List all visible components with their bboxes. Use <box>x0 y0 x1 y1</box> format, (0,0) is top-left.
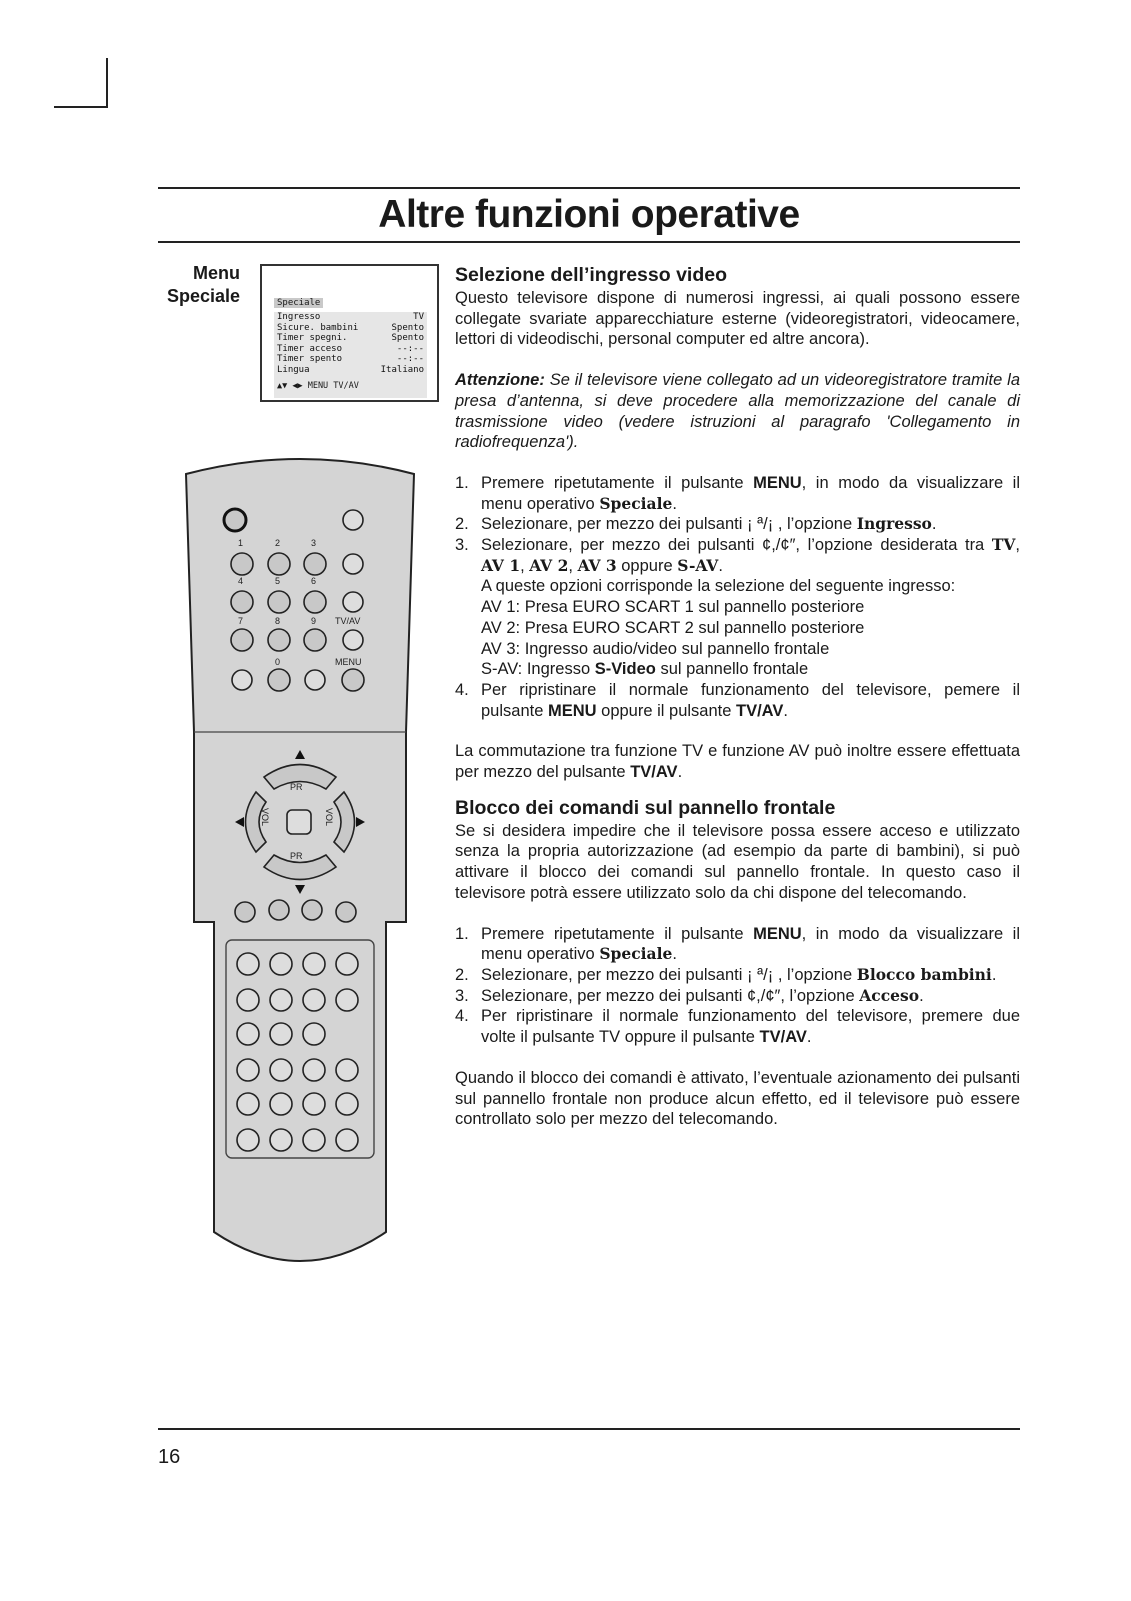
step-text: , in modo da visualizzare il menu operativo <box>481 473 1020 513</box>
step-text-bold: MENU <box>753 473 802 492</box>
button-symbol: ¢,/¢″ <box>762 536 796 555</box>
vol-left-label: VOL <box>260 807 271 827</box>
key-label: 8 <box>275 616 281 626</box>
step-text: Selezionare, per mezzo dei pulsanti <box>481 515 747 534</box>
key-label: 4 <box>238 576 244 586</box>
side-label-line-1: Menu <box>193 263 240 283</box>
step-text: Selezionare, per mezzo dei pulsanti <box>481 536 763 555</box>
key-label: 3 <box>311 538 317 548</box>
section1-outro <box>455 741 1020 782</box>
step-text: , l’opzione <box>780 986 860 1005</box>
step-text: . <box>718 556 723 575</box>
osd-row-value: TV <box>413 312 424 322</box>
osd-menu-footer: ▲▼ ◀▶ MENU TV/AV <box>277 381 359 391</box>
sav-line <box>455 659 1020 680</box>
main-column <box>455 262 1020 1130</box>
step-text-bold: S-AV <box>677 555 719 575</box>
osd-menu-header: Speciale <box>274 298 323 308</box>
side-label-line-2: Speciale <box>166 286 240 306</box>
list-item <box>455 1006 1020 1047</box>
title-rule-bottom <box>158 241 1020 243</box>
button-symbol: ¡ ª/¡ <box>746 965 774 984</box>
page-title: Altre funzioni operative <box>378 193 800 236</box>
step-text: . <box>931 515 937 534</box>
step-text: Premere ripetutamente il pulsante <box>481 924 754 943</box>
osd-row <box>274 312 427 323</box>
step-text-bold: MENU <box>547 701 597 720</box>
step-number: 3. <box>455 986 469 1005</box>
step-text: Selezionare, per mezzo dei pulsanti <box>481 986 747 1005</box>
osd-row <box>274 333 427 344</box>
osd-row-value: --:-- <box>396 343 424 354</box>
osd-row-label: Lingua <box>277 364 310 375</box>
key-label: 5 <box>275 576 281 586</box>
step-text: Per ripristinare il normale funzionamento del televisore, pemere il pulsante <box>481 680 1020 720</box>
section1-intro: Questo televisore dispone di numerosi ingressi, ai quali possono essere collegate svariate apparecchiature esterne (videoregistratori, videocamere, lettori di videodischi, personal computer ed altre ancora). <box>455 289 1020 349</box>
list-item <box>455 986 1020 1007</box>
step-text: , <box>1015 536 1020 555</box>
section2-outro: Quando il blocco dei comandi è attivato, l’eventuale azionamento dei pulsanti sul pannello frontale non produce alcun effetto, ed il televisore può essere controllato solo per mezzo del telecomando. <box>455 1068 1020 1129</box>
osd-row-label: Ingresso <box>277 312 321 322</box>
list-item <box>455 680 1020 721</box>
step-text-bold: TV <box>991 535 1016 555</box>
section-heading-front-panel-lock: Blocco dei comandi sul pannello frontale <box>455 796 836 819</box>
step-text-bold: Acceso <box>859 985 920 1005</box>
key-label: 1 <box>238 538 244 548</box>
step-text: Premere ripetutamente il pulsante <box>481 473 754 492</box>
step-text: , <box>568 556 578 575</box>
step-text-bold: Ingresso <box>856 514 932 534</box>
av-line: AV 1: Presa EURO SCART 1 sul pannello posteriore <box>481 598 865 617</box>
osd-row-value: Spento <box>391 322 424 333</box>
button-symbol: ¡ ª/¡ <box>746 515 774 534</box>
step-number: 1. <box>455 473 469 492</box>
key-label: MENU <box>335 657 362 667</box>
step-text-bold: TV/AV <box>736 701 784 720</box>
step-number: 2. <box>455 965 469 984</box>
attention-note <box>455 370 1020 453</box>
step-text-bold: MENU <box>753 924 802 943</box>
osd-row-value: Spento <box>391 333 424 344</box>
step-text: , in modo da visualizzare il menu operativo <box>481 924 1020 964</box>
page-number: 16 <box>158 1446 181 1468</box>
list-item <box>455 924 1020 965</box>
osd-row-label: Timer spegni. <box>277 333 348 344</box>
step-text: S-AV: Ingresso <box>481 660 595 679</box>
step-text-bold: AV 2 <box>529 555 569 575</box>
osd-row <box>274 354 427 365</box>
list-item <box>455 514 1020 535</box>
key-label: 7 <box>238 616 244 626</box>
vol-right-label: VOL <box>324 807 335 827</box>
osd-row-value: --:-- <box>396 354 424 365</box>
key-label: TV/AV <box>335 616 361 626</box>
step-text-bold: AV 3 <box>577 555 617 575</box>
step-text-bold: S-Video <box>594 660 656 679</box>
step-number: 3. <box>455 536 469 555</box>
key-label: 6 <box>311 576 317 586</box>
av-line: AV 3: Ingresso audio/video sul pannello frontale <box>481 639 830 658</box>
key-label: 9 <box>311 616 317 626</box>
attention-label: Attenzione: <box>455 371 545 390</box>
step-text: . <box>783 701 788 720</box>
step-text-bold: AV 1 <box>481 555 521 575</box>
crop-mark-horizontal <box>54 106 108 108</box>
step-text-bold: Speciale <box>599 944 673 964</box>
step-text: . <box>672 494 677 513</box>
step-text: oppure il pulsante <box>596 701 736 720</box>
section-heading-video-input: Selezione dell’ingresso video <box>455 264 728 286</box>
pr-down-label: PR <box>290 851 303 861</box>
osd-row-label: Timer spento <box>277 354 343 365</box>
step-text: . <box>991 965 997 984</box>
step-text-bold: Speciale <box>599 493 673 513</box>
osd-row <box>274 344 427 355</box>
footer-rule <box>158 1428 1020 1430</box>
list-item <box>455 535 1020 576</box>
side-label <box>150 262 240 308</box>
pr-up-label: PR <box>290 782 303 792</box>
outro-text: . <box>677 763 683 782</box>
step-text: Selezionare, per mezzo dei pulsanti <box>481 965 747 984</box>
list-item <box>455 473 1020 514</box>
step-text: . <box>672 945 677 964</box>
step-text-bold: Blocco bambini <box>856 964 992 984</box>
step-number: 4. <box>455 680 469 699</box>
step-number: 4. <box>455 1007 469 1026</box>
outro-text-bold: TV/AV <box>630 763 678 782</box>
osd-row <box>274 323 427 334</box>
osd-row-label: Sicure. bambini <box>277 322 359 333</box>
step-text: , l’opzione <box>773 965 857 984</box>
section1-steps <box>455 473 1020 721</box>
key-label: 0 <box>275 657 281 667</box>
step-text-bold: TV/AV <box>759 1028 807 1047</box>
step-text: . <box>806 1028 812 1047</box>
av-line: AV 2: Presa EURO SCART 2 sul pannello posteriore <box>481 618 865 637</box>
button-symbol: ¢,/¢″ <box>746 986 781 1005</box>
step-text: , <box>520 556 530 575</box>
title-rule-top <box>158 187 1020 189</box>
step-number: 1. <box>455 924 469 943</box>
step-text: oppure <box>616 556 678 575</box>
section2-steps <box>455 924 1020 1048</box>
osd-row <box>274 365 427 376</box>
osd-row-value: Italiano <box>380 364 424 375</box>
step-note: A queste opzioni corrisponde la selezione del seguente ingresso: <box>481 577 956 596</box>
osd-menu-screen <box>260 264 439 402</box>
attention-text: Se il televisore viene collegato ad un videoregistratore tramite la presa d’antenna, si deve procedere alla memorizzazione del canale di trasmissione video (vedere istruzioni al paragrafo 'Collegamento in radiofrequenza'). <box>455 371 1020 452</box>
outro-text: La commutazione tra funzione TV e funzione AV può inoltre essere effettuata per mezzo del pulsante <box>455 742 1020 782</box>
list-item <box>455 965 1020 986</box>
step-text: , l’opzione desiderata tra <box>795 536 992 555</box>
step-text: Per ripristinare il normale funzionamento del televisore, premere due volte il pulsante TV oppure il pulsante <box>481 1007 1020 1047</box>
osd-row-label: Timer acceso <box>277 343 343 354</box>
step-text: . <box>919 986 924 1005</box>
step-text: , l’opzione <box>773 515 857 534</box>
step-text: sul pannello frontale <box>655 660 809 679</box>
section2-intro: Se si desidera impedire che il televisore possa essere acceso e utilizzato senza la propria autorizzazione (ad esempio da parte di bambini), si può attivare il blocco dei comandi sul pannello frontale. In questo caso il televisore potrà essere utilizzato solo da chi dispone del telecomando. <box>455 821 1020 902</box>
remote-labels <box>180 452 420 1282</box>
crop-mark-vertical <box>106 58 108 108</box>
key-label: 2 <box>275 538 281 548</box>
step-number: 2. <box>455 515 469 534</box>
